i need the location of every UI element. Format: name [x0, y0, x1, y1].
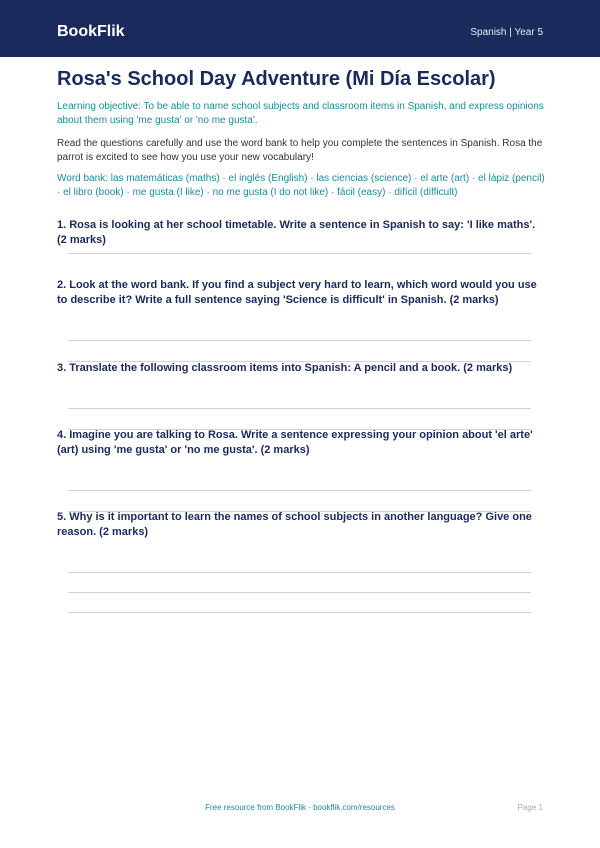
- footer-credit[interactable]: Free resource from BookFlik · bookflik.com/resources: [205, 803, 395, 812]
- question-4: 4. Imagine you are talking to Rosa. Write a sentence expressing your opinion about 'el arte' (art) using 'me gusta' or 'no me gusta'. (2 marks): [57, 429, 533, 456]
- page-title: Rosa's School Day Adventure (Mi Día Escolar): [57, 68, 496, 90]
- answer-line[interactable]: [68, 612, 531, 613]
- page-number: Page 1: [517, 803, 543, 812]
- answer-line[interactable]: [68, 408, 531, 409]
- brand-logo: BookFlik: [57, 23, 125, 40]
- question-2: 2. Look at the word bank. If you find a subject very hard to learn, which word would you use to describe it? Write a full sentence saying 'Science is difficult' in Spanish. (2 marks): [57, 279, 537, 306]
- question-5: 5. Why is it important to learn the names of school subjects in another language? Give one reason. (2 marks): [57, 511, 532, 538]
- question-3: 3. Translate the following classroom items into Spanish: A pencil and a book. (2 marks): [57, 362, 513, 374]
- intro-text: Read the questions carefully and use the word bank to help you complete the sentences in Spanish. Rosa the parrot is excited to see how you use your new vocabulary!: [57, 138, 543, 163]
- answer-line[interactable]: [68, 253, 531, 254]
- answer-line[interactable]: [68, 490, 531, 491]
- answer-line[interactable]: [68, 572, 531, 573]
- answer-line[interactable]: [68, 340, 531, 341]
- page-header: [0, 0, 600, 57]
- answer-line[interactable]: [68, 592, 531, 593]
- word-bank: Word bank: las matemáticas (maths) · el inglés (English) · las ciencias (science) · el arte (art) · el lápiz (pencil) · el libro (book) · me gusta (I like) · no me gusta (I do not like) · fácil (easy) · difícil (difficult): [57, 173, 545, 198]
- question-1: 1. Rosa is looking at her school timetable. Write a sentence in Spanish to say: 'I like maths'. (2 marks): [57, 219, 536, 246]
- learning-objective: Learning objective: To be able to name school subjects and classroom items in Spanish, and express opinions about them using 'me gusta' or 'no me gusta'.: [57, 101, 544, 126]
- subject-year-label: Spanish | Year 5: [470, 27, 543, 38]
